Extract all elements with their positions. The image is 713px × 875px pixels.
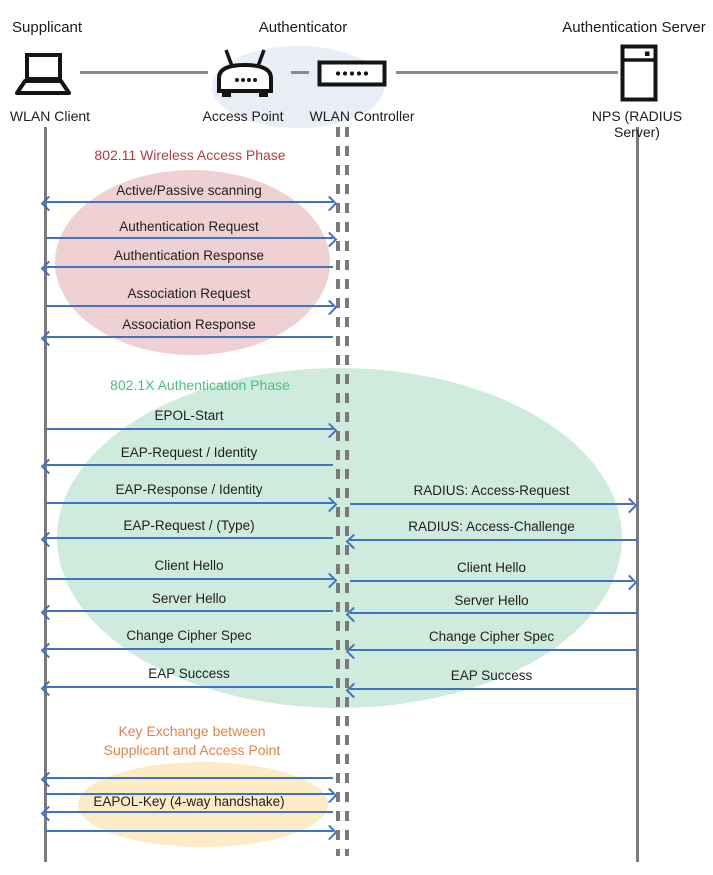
message-label-eap-success-left: EAP Success xyxy=(148,666,230,681)
message-label-eap-request-type: EAP-Request / (Type) xyxy=(123,518,255,533)
message-label-authentication-request: Authentication Request xyxy=(119,219,259,234)
arrow-change-cipher-spec-right xyxy=(350,649,637,651)
arrow-radius-access-challenge xyxy=(350,539,637,541)
role-label-authentication-server: Authentication Server xyxy=(562,19,706,36)
message-label-association-request: Association Request xyxy=(127,286,251,301)
phase3-title xyxy=(42,722,342,760)
arrow-authentication-response xyxy=(45,266,333,268)
message-label-authentication-response: Authentication Response xyxy=(113,248,265,263)
laptop-icon xyxy=(10,52,76,98)
arrow-authentication-request xyxy=(45,237,333,239)
message-label-eap-response-identity: EAP-Response / Identity xyxy=(115,482,263,497)
role-label-authenticator: Authenticator xyxy=(258,19,348,36)
arrow-change-cipher-spec-left xyxy=(45,648,333,650)
connector-ap-to-controller xyxy=(291,71,309,74)
message-label-server-hello-right: Server Hello xyxy=(454,593,529,608)
phase3-title-line2: Supplicant and Access Point xyxy=(103,742,281,758)
device-label-access-point: Access Point xyxy=(202,108,284,124)
arrow-eap-success-left xyxy=(45,686,333,688)
server-icon xyxy=(620,44,658,102)
wlan-controller-icon xyxy=(317,60,387,87)
arrow-eap-request-identity xyxy=(45,464,333,466)
message-label-radius-access-challenge: RADIUS: Access-Challenge xyxy=(408,519,575,534)
message-label-eap-success-right: EAP Success xyxy=(450,668,533,683)
arrow-active-passive-scanning xyxy=(45,201,333,203)
role-label-supplicant: Supplicant xyxy=(12,19,83,36)
phase2-title: 802.1X Authentication Phase xyxy=(110,377,290,393)
arrow-eapol-key-msg1 xyxy=(45,777,333,779)
connector-client-to-ap xyxy=(80,71,208,74)
arrow-eap-request-type xyxy=(45,537,333,539)
message-label-eapol-key: EAPOL-Key (4-way handshake) xyxy=(93,794,285,809)
message-label-change-cipher-spec-left: Change Cipher Spec xyxy=(126,628,252,643)
device-label-nps-radius-server: NPS (RADIUS Server) xyxy=(591,108,683,140)
arrow-eapol-key-msg2 xyxy=(45,793,333,795)
message-label-change-cipher-spec-right: Change Cipher Spec xyxy=(428,629,555,644)
message-label-epol-start: EPOL-Start xyxy=(154,408,224,423)
device-label-wlan-controller: WLAN Controller xyxy=(309,108,415,124)
message-label-association-response: Association Response xyxy=(122,317,256,332)
phase1-title: 802.11 Wireless Access Phase xyxy=(94,147,286,163)
connector-controller-to-server xyxy=(396,71,618,74)
message-label-server-hello-left: Server Hello xyxy=(151,591,227,606)
message-label-client-hello-right: Client Hello xyxy=(456,560,527,575)
arrow-radius-access-request xyxy=(350,503,633,505)
arrow-client-hello-right xyxy=(350,580,633,582)
access-point-icon xyxy=(212,46,278,100)
lifeline-wlan-controller-right xyxy=(345,127,349,856)
device-label-wlan-client: WLAN Client xyxy=(9,108,91,124)
message-label-active-passive-scanning: Active/Passive scanning xyxy=(116,183,262,198)
phase3-title-line1: Key Exchange between xyxy=(118,723,266,739)
arrow-association-request xyxy=(45,305,333,307)
arrow-server-hello-right xyxy=(350,612,637,614)
arrow-eap-success-right xyxy=(350,688,637,690)
arrow-eapol-key-msg3 xyxy=(45,811,333,813)
arrow-client-hello-left xyxy=(45,578,333,580)
arrow-eapol-key-msg4 xyxy=(45,830,333,832)
lifeline-wlan-controller-left xyxy=(336,127,340,856)
arrow-eap-response-identity xyxy=(45,502,333,504)
arrow-association-response xyxy=(45,336,333,338)
message-label-eap-request-identity: EAP-Request / Identity xyxy=(120,445,258,460)
arrow-epol-start xyxy=(45,428,333,430)
lifeline-nps-server xyxy=(636,127,639,862)
message-label-client-hello-left: Client Hello xyxy=(154,558,224,573)
message-label-radius-access-request: RADIUS: Access-Request xyxy=(413,483,570,498)
arrow-server-hello-left xyxy=(45,610,333,612)
